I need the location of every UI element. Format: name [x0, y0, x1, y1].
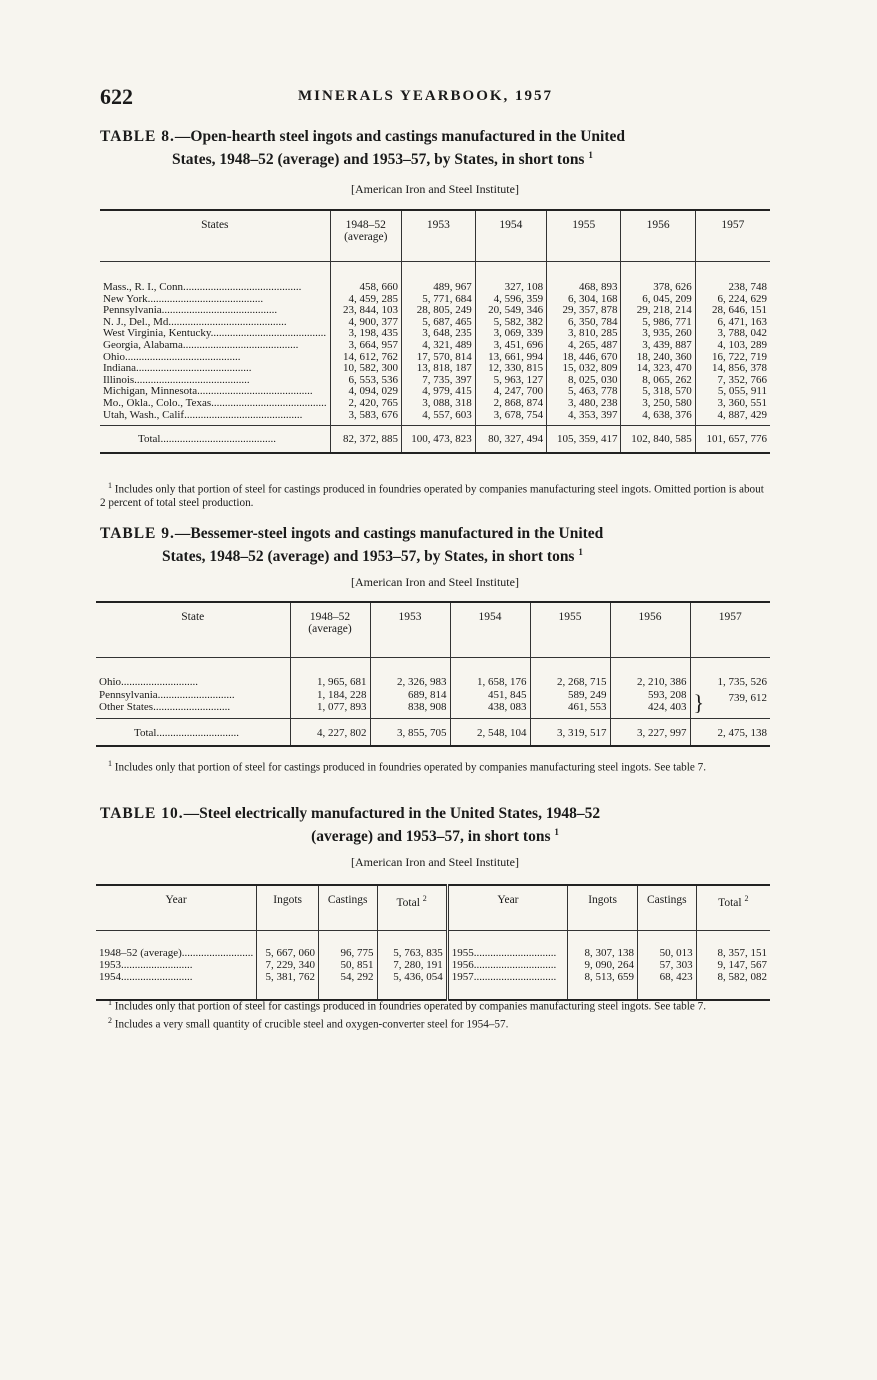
table10-cell: 7, 229, 340	[257, 959, 319, 971]
table8-cell: 4, 265, 487	[547, 340, 621, 352]
table8-cell: 3, 250, 580	[621, 398, 695, 410]
table10	[96, 884, 770, 1001]
table8-state-cell: Mo., Okla., Colo., Texas..........................................	[103, 397, 327, 409]
table9-cell: 689, 814	[370, 689, 450, 702]
table8-header-row	[100, 210, 770, 262]
table8-cell: 3, 678, 754	[475, 410, 546, 426]
table8-cell: 10, 582, 300	[330, 363, 401, 375]
table-row	[100, 262, 770, 294]
table8-cell: 18, 240, 360	[621, 352, 695, 364]
table8-cell: 5, 986, 771	[621, 317, 695, 329]
table8-total-cell: 102, 840, 585	[621, 426, 695, 453]
table8-state-cell: New York..........................................	[103, 293, 264, 305]
table8-cell: 458, 660	[330, 262, 401, 294]
table9-source: [American Iron and Steel Institute]	[351, 575, 519, 589]
table8-footnote: $^1$ Includes only that portion of steel for castings produced in foundries operated by companies manufacturing steel ingots. Omitted portion is about 2 percent of total steel production.	[100, 481, 764, 509]
table10-source: [American Iron and Steel Institute]	[351, 855, 519, 869]
table10-cell: 8, 307, 138	[568, 931, 638, 960]
table8-cell: 4, 900, 377	[330, 317, 401, 329]
table8-cell: 6, 045, 209	[621, 294, 695, 306]
table8-total-cell: 100, 473, 823	[401, 426, 475, 453]
table8-state-cell: Utah, Wash., Calif...........................................	[103, 409, 303, 421]
table10-cell: 8, 357, 151	[696, 931, 770, 960]
table8-state-cell: Michigan, Minnesota..........................................	[103, 386, 313, 398]
table10-year-cell: 1953..........................	[99, 959, 193, 971]
table8-col-header: 1953	[401, 210, 475, 262]
table8-cell: 29, 357, 878	[547, 305, 621, 317]
table9-cell: 1, 184, 228	[290, 689, 370, 702]
table8-cell: 7, 352, 766	[695, 375, 770, 387]
table9-cell: 461, 553	[530, 701, 610, 718]
table9	[96, 601, 770, 747]
table8-state-cell: Mass., R. I., Conn...........................................	[103, 281, 302, 293]
table8-cell: 6, 553, 536	[330, 375, 401, 387]
table8-cell: 29, 218, 214	[621, 305, 695, 317]
table9-total-cell: 3, 855, 705	[370, 718, 450, 746]
table10-footnote-1: $^1$ Includes only that portion of steel for castings produced in foundries operated by companies manufacturing steel ingots. See table 7.	[108, 998, 707, 1013]
table8-cell: 8, 065, 262	[621, 375, 695, 387]
table9-cell: 2, 326, 983	[370, 658, 450, 689]
table9-cell: 1, 965, 681	[290, 658, 370, 689]
table9-footnote: $^1$ Includes only that portion of steel for castings produced in foundries operated by companies manufacturing steel ingots. See table 7.	[108, 759, 707, 774]
table8-cell: 3, 648, 235	[401, 328, 475, 340]
table8-state-cell: N. J., Del., Md...........................................	[103, 316, 287, 328]
table8-cell: 3, 480, 238	[547, 398, 621, 410]
table10-cell: 50, 851	[318, 959, 377, 971]
table8-col-header: States	[100, 210, 330, 262]
table9-state-cell: Other States............................	[99, 701, 231, 713]
table10-cell: 57, 303	[638, 959, 697, 971]
page-number: 622	[100, 84, 133, 109]
table8-cell: 13, 661, 994	[475, 352, 546, 364]
table-row	[96, 689, 770, 702]
table9-brace-cell: } 739, 612	[690, 689, 770, 719]
table8-state-cell: West Virginia, Kentucky..........................................	[103, 328, 327, 340]
table8-cell: 7, 735, 397	[401, 375, 475, 387]
table10-cell: 96, 775	[318, 931, 377, 960]
table9-title: TABLE 9.—Bessemer-steel ingots and castings manufactured in the United States, 1948–52 (average) and 1953–57, by States, in short tons $^1$	[100, 525, 604, 566]
table8-state-cell: Georgia, Alabama..........................................	[103, 339, 299, 351]
table10-cell: 5, 436, 054	[377, 971, 447, 1000]
table9-cell: 1, 735, 526	[690, 658, 770, 689]
table9-cell: 593, 208	[610, 689, 690, 702]
table8-cell: 16, 722, 719	[695, 352, 770, 364]
table9-col-header: State	[96, 602, 290, 658]
table8-cell: 4, 103, 289	[695, 340, 770, 352]
table8-cell: 6, 304, 168	[547, 294, 621, 306]
table9-col-header: 1953	[370, 602, 450, 658]
table8-cell: 3, 451, 696	[475, 340, 546, 352]
table9-col-header: 1954	[450, 602, 530, 658]
table8-cell: 4, 459, 285	[330, 294, 401, 306]
table8-cell: 3, 810, 285	[547, 328, 621, 340]
table-row	[100, 398, 770, 410]
table8-cell: 3, 069, 339	[475, 328, 546, 340]
table9-header-row	[96, 602, 770, 658]
table10-col-header: Year	[447, 885, 567, 931]
table8-state-cell: Ohio..........................................	[103, 351, 241, 363]
table8-cell: 13, 818, 187	[401, 363, 475, 375]
table9-total-cell: 2, 548, 104	[450, 718, 530, 746]
table8-cell: 3, 664, 957	[330, 340, 401, 352]
table8-col-header: 1955	[547, 210, 621, 262]
table10-cell: 7, 280, 191	[377, 959, 447, 971]
table9-total-cell: 3, 319, 517	[530, 718, 610, 746]
table8-total-label: Total..........................................	[100, 426, 330, 453]
table9-cell: 1, 077, 893	[290, 701, 370, 718]
table10-col-header: Total $^2$	[696, 885, 770, 931]
table9-total-cell: 4, 227, 802	[290, 718, 370, 746]
table8-cell: 5, 463, 778	[547, 386, 621, 398]
table8-cell: 4, 887, 429	[695, 410, 770, 426]
table8	[100, 209, 770, 454]
table8-total-cell: 105, 359, 417	[547, 426, 621, 453]
table10-cell: 9, 090, 264	[568, 959, 638, 971]
table8-cell: 17, 570, 814	[401, 352, 475, 364]
table10-year-cell: 1957..............................	[447, 971, 567, 1000]
table9-cell: 589, 249	[530, 689, 610, 702]
table8-col-header: 1954	[475, 210, 546, 262]
table8-cell: 4, 638, 376	[621, 410, 695, 426]
table9-cell: 2, 210, 386	[610, 658, 690, 689]
table8-cell: 14, 856, 378	[695, 363, 770, 375]
table10-cell: 50, 013	[638, 931, 697, 960]
table10-footnotes	[100, 996, 770, 1031]
table8-cell: 327, 108	[475, 262, 546, 294]
table8-cell: 8, 025, 030	[547, 375, 621, 387]
table8-cell: 4, 979, 415	[401, 386, 475, 398]
table8-total-cell: 82, 372, 885	[330, 426, 401, 453]
table8-cell: 3, 198, 435	[330, 328, 401, 340]
table8-title: TABLE 8.—Open-hearth steel ingots and castings manufactured in the United States, 1948–52 (average) and 1953–57, by States, in short tons $^1$	[100, 128, 626, 169]
table9-state-cell: Pennsylvania............................	[99, 688, 235, 701]
table8-col-header: 1956	[621, 210, 695, 262]
table10-header-row	[96, 885, 770, 931]
table-row	[100, 410, 770, 426]
table8-cell: 3, 088, 318	[401, 398, 475, 410]
table8-cell: 4, 247, 700	[475, 386, 546, 398]
table9-col-header: 1957	[690, 602, 770, 658]
table8-cell: 4, 596, 359	[475, 294, 546, 306]
table8-cell: 2, 868, 874	[475, 398, 546, 410]
table8-state-cell: Illinois..........................................	[103, 374, 250, 386]
table-row	[96, 658, 770, 689]
table9-total-row	[96, 718, 770, 746]
table8-cell: 28, 646, 151	[695, 305, 770, 317]
table8-cell: 5, 582, 382	[475, 317, 546, 329]
table8-cell: 3, 439, 887	[621, 340, 695, 352]
table8-cell: 12, 330, 815	[475, 363, 546, 375]
table10-cell: 5, 667, 060	[257, 931, 319, 960]
table8-col-header: 1948–52 (average)	[330, 210, 401, 262]
table10-year-cell: 1955..............................	[447, 931, 567, 960]
table8-source: [American Iron and Steel Institute]	[351, 182, 519, 196]
table8-cell: 14, 612, 762	[330, 352, 401, 364]
table8-cell: 15, 032, 809	[547, 363, 621, 375]
table8-cell: 3, 935, 260	[621, 328, 695, 340]
table9-cell: 1, 658, 176	[450, 658, 530, 689]
table10-title: TABLE 10.—Steel electrically manufactured in the United States, 1948–52 (average) and 1953–57, in short tons $^1$	[100, 805, 601, 846]
table8-cell: 489, 967	[401, 262, 475, 294]
table-row	[96, 701, 770, 718]
table8-cell: 6, 471, 163	[695, 317, 770, 329]
table8-total-cell: 101, 657, 776	[695, 426, 770, 453]
table8-state-cell: Pennsylvania..........................................	[103, 305, 278, 317]
table8-cell: 4, 353, 397	[547, 410, 621, 426]
table10-cell: 68, 423	[638, 971, 697, 1000]
table10-cell: 5, 381, 762	[257, 971, 319, 1000]
table10-col-header: Castings	[638, 885, 697, 931]
table9-col-header: 1955	[530, 602, 610, 658]
table10-col-header: Ingots	[568, 885, 638, 931]
table8-cell: 5, 055, 911	[695, 386, 770, 398]
table8-cell: 4, 094, 029	[330, 386, 401, 398]
table9-state-cell: Ohio............................	[99, 676, 198, 688]
table8-cell: 5, 687, 465	[401, 317, 475, 329]
running-head: MINERALS YEARBOOK, 1957	[298, 88, 554, 104]
table10-col-header: Ingots	[257, 885, 319, 931]
table9-total-cell: 3, 227, 997	[610, 718, 690, 746]
table8-cell: 3, 360, 551	[695, 398, 770, 410]
table-row	[96, 931, 770, 960]
table8-cell: 4, 557, 603	[401, 410, 475, 426]
table8-cell: 18, 446, 670	[547, 352, 621, 364]
table8-state-cell: Indiana..........................................	[103, 363, 252, 375]
table8-cell: 6, 224, 629	[695, 294, 770, 306]
table9-col-header: 1948–52 (average)	[290, 602, 370, 658]
table8-cell: 6, 350, 784	[547, 317, 621, 329]
table8-cell: 5, 318, 570	[621, 386, 695, 398]
table9-cell: 424, 403	[610, 701, 690, 718]
table8-cell: 378, 626	[621, 262, 695, 294]
table9-total-cell: 2, 475, 138	[690, 718, 770, 746]
table8-cell: 4, 321, 489	[401, 340, 475, 352]
table10-col-header: Total $^2$	[377, 885, 447, 931]
table8-cell: 3, 788, 042	[695, 328, 770, 340]
table8-cell: 28, 805, 249	[401, 305, 475, 317]
table8-cell: 238, 748	[695, 262, 770, 294]
table8-cell: 5, 963, 127	[475, 375, 546, 387]
table8-cell: 14, 323, 470	[621, 363, 695, 375]
table8-total-cell: 80, 327, 494	[475, 426, 546, 453]
table10-col-header: Year	[96, 885, 257, 931]
table10-year-cell: 1954..........................	[99, 971, 193, 983]
table9-col-header: 1956	[610, 602, 690, 658]
table-row	[96, 959, 770, 971]
table8-cell: 20, 549, 346	[475, 305, 546, 317]
table9-cell: 451, 845	[450, 689, 530, 702]
table8-cell: 2, 420, 765	[330, 398, 401, 410]
table8-cell: 5, 771, 684	[401, 294, 475, 306]
table-row	[100, 340, 770, 352]
table10-year-cell: 1948–52 (average)..........................	[99, 947, 254, 959]
table-row	[100, 363, 770, 375]
table8-cell: 3, 583, 676	[330, 410, 401, 426]
table8-cell: 468, 893	[547, 262, 621, 294]
table9-cell: 438, 083	[450, 701, 530, 718]
table10-col-header: Castings	[318, 885, 377, 931]
table10-cell: 5, 763, 835	[377, 931, 447, 960]
table10-cell: 9, 147, 567	[696, 959, 770, 971]
table9-cell: 838, 908	[370, 701, 450, 718]
table10-cell: 8, 582, 082	[696, 971, 770, 1000]
table8-col-header: 1957	[695, 210, 770, 262]
table10-year-cell: 1956..............................	[447, 959, 567, 971]
table10-footnote-2: $^2$ Includes a very small quantity of crucible steel and oxygen-converter steel for 1954–57.	[108, 1015, 509, 1031]
page-header	[100, 84, 780, 108]
brace-glyph: }	[693, 690, 705, 715]
table10-cell: 8, 513, 659	[568, 971, 638, 1000]
table10-cell: 54, 292	[318, 971, 377, 1000]
table9-total-label: Total..............................	[96, 718, 290, 746]
table8-total-row	[100, 426, 770, 453]
table9-cell: 2, 268, 715	[530, 658, 610, 689]
table8-cell: 23, 844, 103	[330, 305, 401, 317]
